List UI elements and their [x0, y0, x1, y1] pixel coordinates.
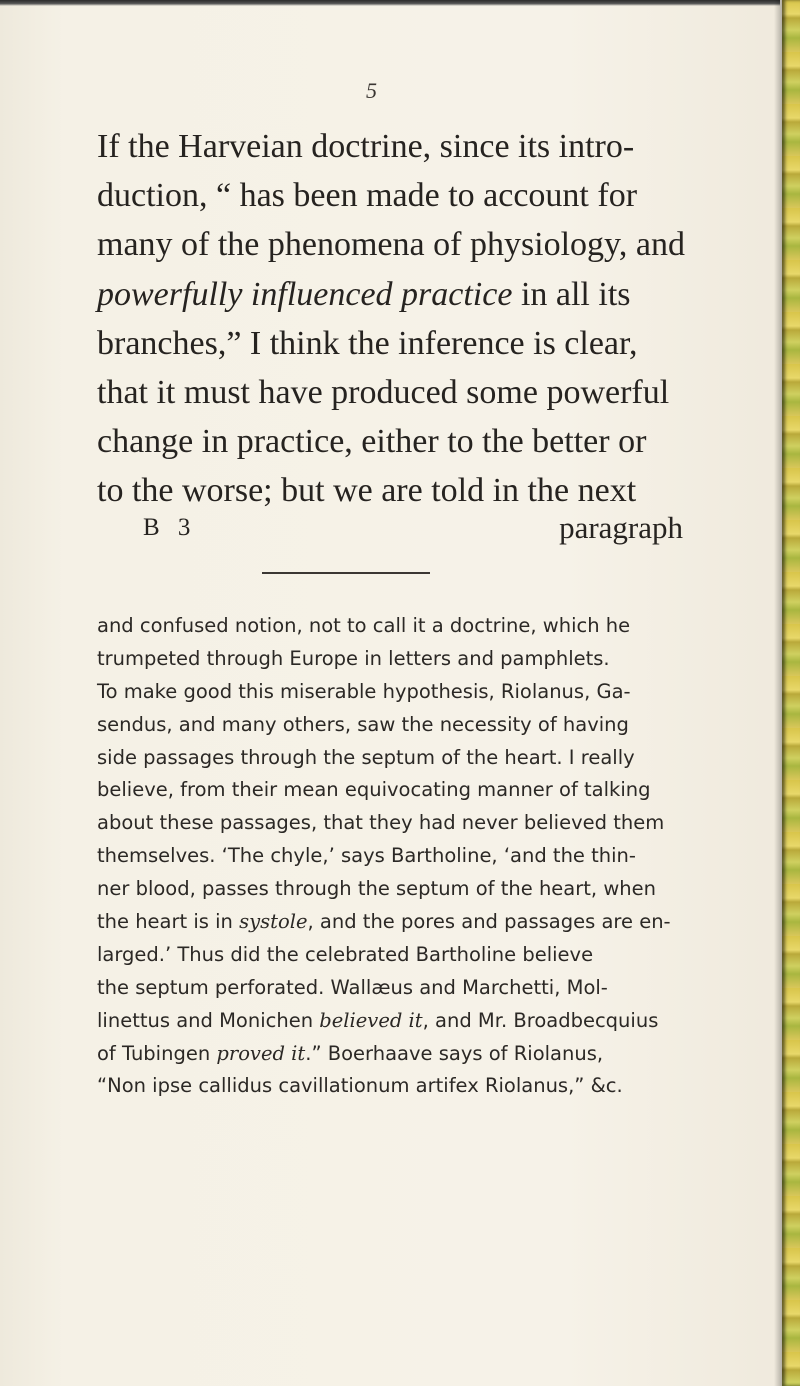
footnote-line — [97, 774, 677, 807]
gutter-shadow — [774, 0, 782, 1386]
footnote-text: trumpeted through Europe in letters and pamphlets. — [97, 646, 610, 670]
footnote-line — [97, 1038, 677, 1071]
main-text-segment: duction, “ has been made to account for — [97, 177, 638, 215]
page-top-edge — [0, 0, 780, 6]
footnote-text: ner blood, passes through the septum of the heart, when — [97, 877, 656, 901]
main-text-line — [97, 319, 679, 368]
main-text-line — [97, 270, 679, 319]
main-text-line — [97, 466, 679, 515]
footnote-text: the septum perforated. Wallæus and Marchetti, Mol- — [97, 975, 608, 999]
main-text-segment: many of the phenomena of physiology, and — [97, 226, 685, 264]
footnote-line — [97, 939, 677, 972]
footnote-line — [97, 972, 677, 1005]
catchline — [143, 510, 683, 546]
footnote-italic-text: proved it — [216, 1041, 306, 1065]
footnote-rule — [262, 572, 430, 574]
footnote-text: “Non ipse callidus cavillationum artifex Riolanus,” &c. — [97, 1074, 623, 1098]
page-number: 5 — [366, 78, 377, 103]
footnote-text: .” Boerhaave says of Riolanus, — [305, 1041, 604, 1065]
main-text-line — [97, 368, 679, 417]
footnote-italic-text: systole — [239, 910, 308, 934]
footnote-line — [97, 676, 677, 709]
main-text-line — [97, 171, 679, 220]
main-text-segment: change in practice, either to the better or — [97, 423, 647, 461]
footnote-text: To make good this miserable hypothesis, Riolanus, Ga- — [97, 679, 631, 703]
footnote-text: the heart is in — [97, 910, 240, 934]
main-text-line — [97, 122, 679, 171]
footnote-italic-text: believed it — [319, 1008, 423, 1032]
footnote-text: larged.’ Thus did the celebrated Bartholine believe — [97, 942, 594, 966]
signature-mark: B 3 — [143, 514, 197, 541]
footnote-line — [97, 709, 677, 742]
footnote-text: side passages through the septum of the heart. I really — [97, 745, 635, 769]
footnote-text: sendus, and many others, saw the necessity of having — [97, 712, 629, 736]
footnote-text: , and Mr. Broadbecquius — [422, 1008, 659, 1032]
footnote-line — [97, 643, 677, 676]
main-text-segment: If the Harveian doctrine, since its intro- — [97, 128, 635, 165]
footnote-line — [97, 840, 677, 873]
footnote-text: , and the pores and passages are en- — [307, 910, 671, 934]
footnote-text: about these passages, that they had never believed them — [97, 811, 665, 835]
footnote-line — [97, 906, 677, 939]
footnote-text: and confused notion, not to call it a doctrine, which he — [97, 614, 631, 637]
footnote-text: themselves. ‘The chyle,’ says Bartholine, ‘and the thin- — [97, 844, 636, 868]
footnote-line — [97, 1005, 677, 1038]
main-text-segment: in all its — [512, 275, 631, 313]
footnote-block — [97, 610, 677, 1103]
catchword: paragraph — [559, 510, 683, 545]
footnote-text: of Tubingen — [97, 1041, 217, 1065]
footnote-line — [97, 742, 677, 775]
footnote-line — [97, 610, 677, 643]
main-text-line — [97, 220, 685, 269]
footnote-text: believe, from their mean equivocating manner of talking — [97, 778, 651, 802]
main-text-block — [97, 122, 685, 516]
footnote-line — [97, 873, 677, 906]
main-text-segment: branches,” I think the inference is clear, — [97, 324, 638, 362]
main-text-segment: to the worse; but we are told in the next — [97, 472, 637, 510]
footnote-text: linettus and Monichen — [97, 1008, 320, 1032]
main-text-segment: that it must have produced some powerful — [97, 373, 670, 411]
footnote-line — [97, 1070, 677, 1103]
book-spine-edge — [782, 0, 800, 1386]
main-text-line — [97, 417, 679, 466]
footnote-line — [97, 807, 677, 840]
main-text-italic-segment: powerfully influenced practice — [97, 275, 513, 313]
